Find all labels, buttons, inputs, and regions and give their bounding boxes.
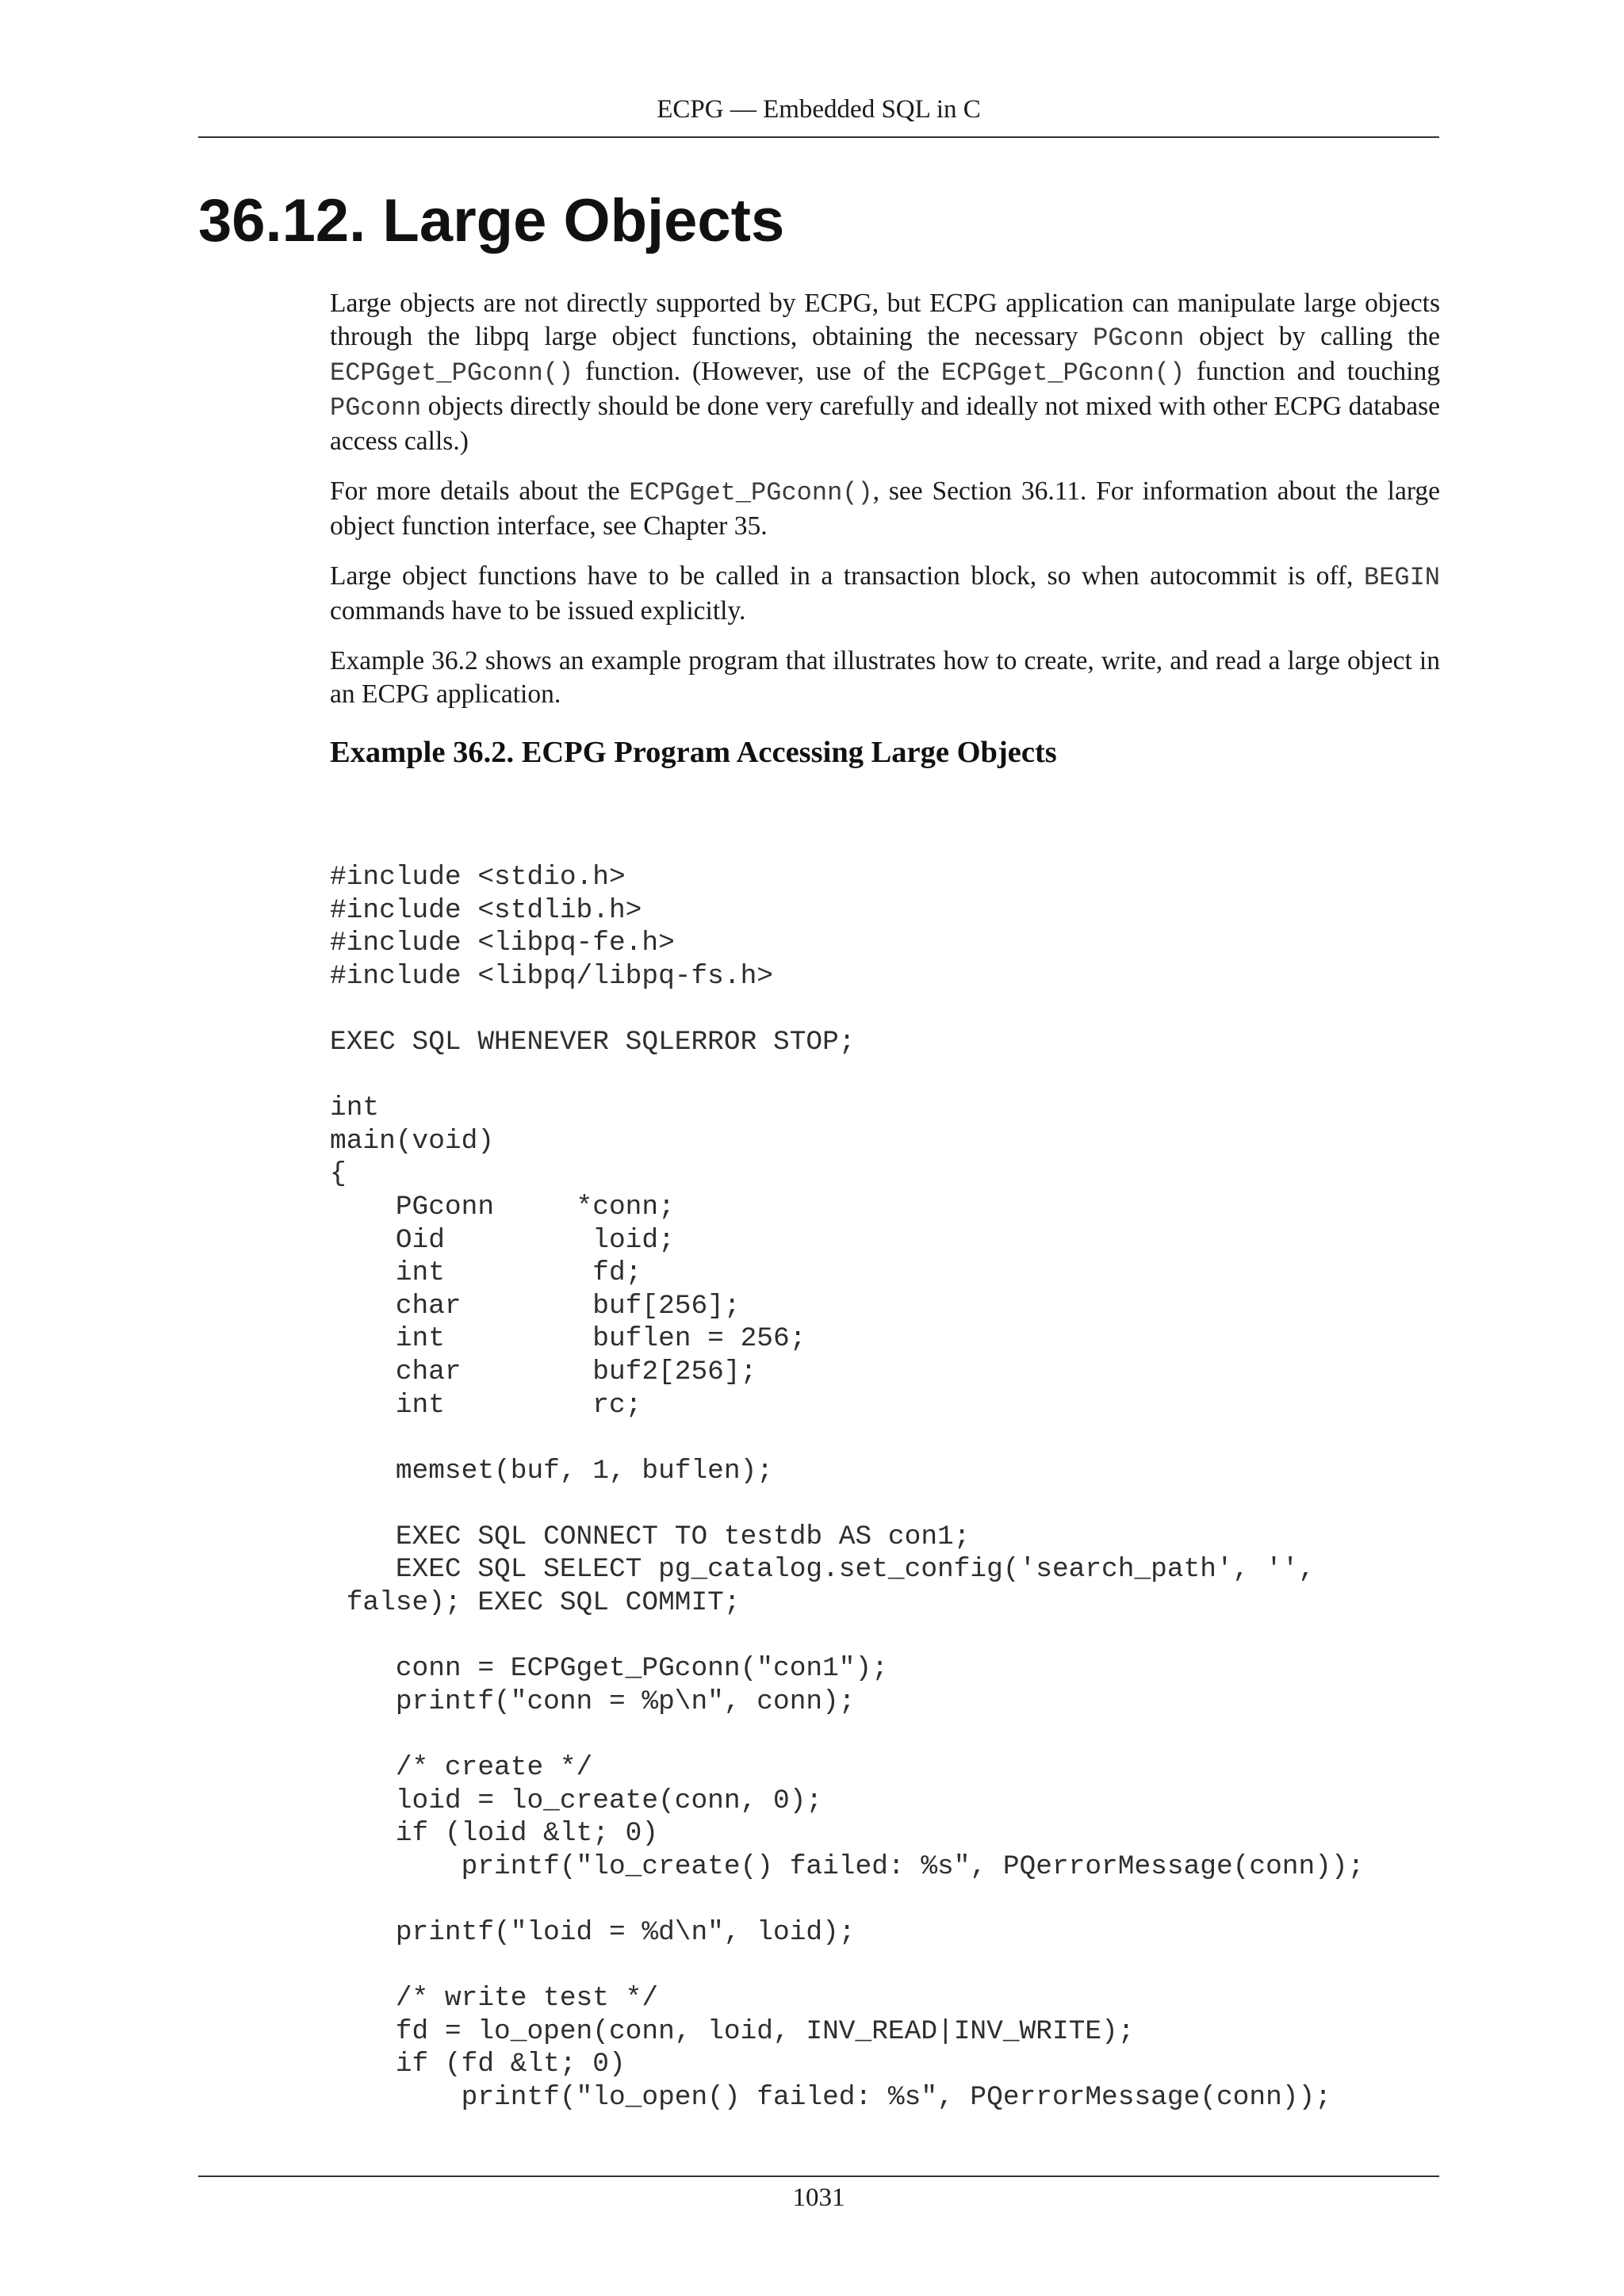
text-run: , see Section 36.11. For information about the large object function interface, see Chapter 35. bbox=[330, 476, 1440, 541]
inline-code-pgconn: PGconn bbox=[330, 393, 422, 423]
paragraph-example-ref bbox=[330, 645, 1440, 711]
text-run: Large object functions have to be called in a transaction block, so when autocommit is off, bbox=[330, 561, 1364, 591]
text-run: function. (However, use of the bbox=[573, 357, 941, 386]
code-listing: #include <stdio.h> #include <stdlib.h> #include <libpq-fe.h> #include <libpq/libpq-fs.h> EXEC SQL WHENEVER SQLERROR STOP; int main(void) { PGconn *conn; Oid loid; int fd; char buf[256]; int buflen = 256; char buf2[256]; int rc; memset(buf, 1, buflen); EXEC SQL CONNECT TO testdb AS con1; EXEC SQL SELECT pg_catalog.set_config('search_path', '', false); EXEC SQL COMMIT; conn = ECPGget_PGconn("con1"); printf("conn = %p\n", conn); /* create */ loid = lo_create(conn, 0); if (loid &lt; 0) printf("lo_create() failed: %s", PQerrorMessage(conn)); printf("loid = %d\n", loid); /* write test */ fd = lo_open(conn, loid, INV_READ|INV_WRITE); if (fd &lt; 0) printf("lo_open() failed: %s", PQerrorMessage(conn)); bbox=[330, 862, 1365, 2113]
paragraph-details bbox=[330, 475, 1440, 543]
inline-code-ecpgget-pgconn: ECPGget_PGconn() bbox=[940, 358, 1185, 388]
inline-code-ecpgget-pgconn: ECPGget_PGconn() bbox=[629, 478, 873, 507]
text-run: object by calling the bbox=[1184, 322, 1440, 351]
text-run: Example 36.2 shows an example program that illustrates how to create, write, and read a large object in an ECPG application. bbox=[330, 646, 1440, 709]
paragraph-intro bbox=[330, 287, 1440, 458]
inline-code-begin: BEGIN bbox=[1363, 563, 1440, 592]
section-body bbox=[330, 287, 1440, 771]
text-run: function and touching bbox=[1185, 357, 1440, 386]
page-number: 1031 bbox=[792, 2183, 845, 2212]
inline-code-ecpgget-pgconn: ECPGget_PGconn() bbox=[330, 358, 574, 388]
text-run: For more details about the bbox=[330, 476, 630, 506]
text-run: commands have to be issued explicitly. bbox=[330, 596, 746, 626]
footer-rule bbox=[198, 2175, 1439, 2177]
paragraph-transaction bbox=[330, 560, 1440, 628]
header-rule bbox=[198, 136, 1439, 138]
inline-code-pgconn: PGconn bbox=[1093, 323, 1185, 353]
text-run: Large objects are not directly supported by ECPG, but ECPG application can manipulate large objects through the libpq large object functions, obtaining the necessary bbox=[330, 289, 1440, 351]
example-title: Example 36.2. ECPG Program Accessing Large Objects bbox=[330, 736, 1057, 769]
text-run: objects directly should be done very carefully and ideally not mixed with other ECPG database access calls.) bbox=[330, 392, 1440, 456]
section-title: 36.12. Large Objects bbox=[198, 187, 785, 254]
running-header: ECPG — Embedded SQL in C bbox=[657, 95, 981, 124]
